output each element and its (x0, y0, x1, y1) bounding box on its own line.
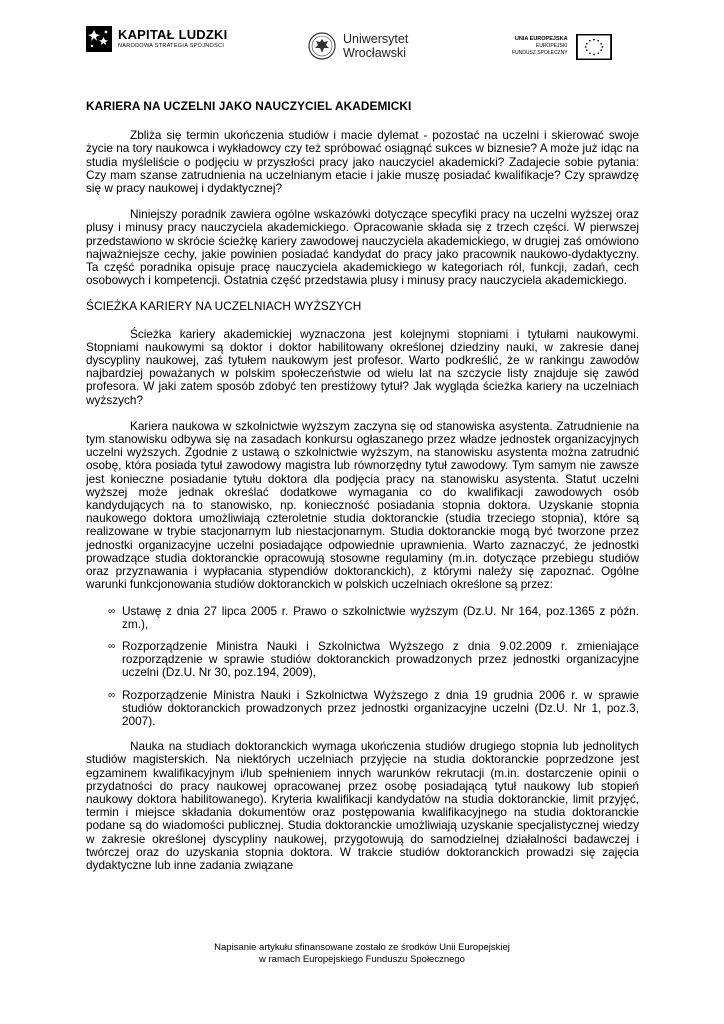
university-eagle-emblem-icon (308, 32, 336, 60)
regulations-list (86, 605, 639, 729)
list-item (86, 605, 639, 631)
article-body (86, 100, 639, 885)
list-item-text: Rozporządzenie Ministra Nauki i Szkolnictwa Wyższego z dnia 9.02.2009 r. zmieniające rozporządzenie w sprawie studiów doktoranckich prowadzonych przez jednostki organizacyjne uczelni (Dz.U. Nr 30, poz.194, 2009), (122, 638, 639, 680)
eu-flag-icon (576, 34, 612, 60)
eu-line2: EUROPEJSKI (535, 43, 568, 49)
article-title: KARIERA NA UCZELNI JAKO NAUCZYCIEL AKADEMICKI (86, 99, 412, 113)
footer-line1: Napisanie artykułu sfinansowane zostało ze środków Unii Europejskiej (214, 942, 510, 953)
list-item (86, 689, 639, 729)
infinity-bullet-icon: ∞ (108, 689, 116, 701)
page-header (0, 0, 724, 86)
eu-title: UNIA EUROPEJSKA (514, 36, 568, 42)
list-item-text: Ustawę z dnia 27 lipca 2005 r. Prawo o szkolnictwie wyższym (Dz.U. Nr 164, poz.1365 z późn. zm.), (122, 603, 639, 631)
section-paragraph-1: Ścieżka kariery akademickiej wyznaczona jest kolejnymi stopniami i tytułami naukowymi. Stopniami naukowymi są doktor i doktor habilitowany określonej dziedziny nauki, w zakresie danej dyscypliny naukowej, zaś tytułem naukowym jest profesor. Warto podkreślić, że w rankingu zawodów najbardziej poważanych w polskim społeczeństwie od wielu lat na szczycie listy znajduje się zawód profesora. W jaki zatem sposób zdobyć ten prestiżowy tytuł? Jak wygląda ścieżka kariery na uczelniach wyższych? (86, 326, 639, 407)
kapital-ludzki-logo (86, 26, 227, 52)
page-footer (0, 942, 724, 966)
university-name-line1: Uniwersytet (343, 32, 409, 46)
university-name-line2: Wrocławski (343, 46, 406, 60)
footer-line2: w ramach Europejskiego Funduszu Społecznego (259, 954, 465, 965)
intro-paragraph-1: Zbliża się termin ukończenia studiów i macie dylemat - pozostać na uczelni i skierować swoje życie na tory naukowca i wykładowcy czy też spróbować osiągnąć sukces w biznesie? A może już idąc na studia myśleliście o podjęciu w przyszłości pracy jako nauczyciel akademicki? Zadajecie sobie pytania: Czy mam szanse zatrudnienia na uczelnianym etacie i jakie muszę posiadać kwalifikacje? Czy sprawdzę się w pracy naukowej i dydaktycznej? (86, 128, 639, 196)
list-item (86, 640, 639, 680)
kapital-ludzki-title: KAPITAŁ LUDZKI (118, 27, 228, 42)
section-paragraph-2: Kariera naukowa w szkolnictwie wyższym zaczyna się od stanowiska asystenta. Zatrudnienie na tym stanowisku odbywa się na zasadach konkursu ogłaszanego przez władze jednostek organizacyjnych uczelni wyższych. Zgodnie z ustawą o szkolnictwie wyższym, na stanowisku asystenta można zatrudnić osobę, która posiada tytuł zawodowy magistra lub równorzędny tytuł zawodowy. Tym samym nie zawsze jest konieczne posiadanie tytułu doktora dla podjęcia pracy na stanowisku asystenta. Statut uczelni wyższej może jednak określać dodatkowe wymagania co do kwalifikacji zawodowych osób kandydujących na to stanowisko, np. konieczność posiadania stopnia doktora. Uzyskanie stopnia naukowego doktora umożliwiają czteroletnie studia doktoranckie (studia trzeciego stopnia), które są realizowane w trybie stacjonarnym lub niestacjonarnym. Studia doktoranckie mogą być tworzone przez jednostki organizacyjne uczelni posiadające odpowiednie uprawnienia. Warto zaznaczyć, że jednostki prowadzące studia doktoranckie opracowują stosowne regulaminy (m.in. dotyczące przebiegu studiów oraz przyznawania i wypłacania stypendiów doktoranckich), z którymi należy się zapoznać. Ogólne warunki funkcjonowania studiów doktoranckich w polskich uczelniach określone są przez: (86, 418, 639, 592)
kapital-ludzki-emblem-icon (86, 26, 112, 52)
university-logo (308, 32, 408, 60)
eu-line3: FUNDUSZ SPOŁECZNY (512, 50, 568, 56)
closing-paragraph: Nauka na studiach doktoranckich wymaga ukończenia studiów drugiego stopnia lub jednolitych studiów magisterskich. Na niektórych uczelniach przyjęcie na studia doktoranckie poprzedzone jest egzaminem kwalifikacyjnym i/lub spełnieniem innych warunków rekrutacji (m.in. dostarczenie opinii o przydatności do pracy naukowej opracowanej przez osobę posiadającą tytuł naukowy lub stopień naukowy doktora habilitowanego). Kryteria kwalifikacji kandydatów na studia doktoranckie, limit przyjęć, termin i miejsce składania dokumentów oraz postępowania kwalifikacyjnego na studia doktoranckie podane są do wiadomości publicznej. Studia doktoranckie umożliwiają uzyskanie specjalistycznej wiedzy w zakresie określonej dyscypliny naukowej, przygotowują do samodzielnej działalności badawczej i twórczej oraz do uzyskania stopnia doktora. W trakcie studiów doktoranckich prowadzi się zajęcia dydaktyczne lub inne zadania związane (86, 739, 639, 872)
infinity-bullet-icon: ∞ (108, 605, 116, 617)
infinity-bullet-icon: ∞ (108, 640, 116, 652)
list-item-text: Rozporządzenie Ministra Nauki i Szkolnictwa Wyższego z dnia 19 grudnia 2006 r. w sprawie studiów doktoranckich prowadzonych przez jednostki organizacyjne uczelni (Dz.U. Nr 1, poz.3, 2007). (122, 687, 639, 728)
intro-paragraph-2: Niniejszy poradnik zawiera ogólne wskazówki dotyczące specyfiki pracy na uczelni wyższej oraz plusy i minusy pracy nauczyciela akademickiego. Opracowanie składa się z trzech części. W pierwszej przedstawiono w skrócie ścieżkę kariery zawodowej nauczyciela akademickiego, w drugiej zaś omówiono najważniejsze cechy, jakie powinien posiadać kandydat do pracy jako pracownik naukowo-dydaktyczny. Ta część poradnika opisuje pracę nauczyciela akademickiego w kategoriach ról, funkcji, zadań, cech osobowych i kompetencji. Ostatnia część przedstawia plusy i minusy pracy nauczyciela akademickiego. (86, 207, 639, 288)
section-heading: ŚCIEŻKA KARIERY NA UCZELNIACH WYŻSZYCH (86, 299, 362, 314)
kapital-ludzki-subtitle: NARODOWA STRATEGIA SPÓJNOŚCI (118, 43, 225, 49)
eu-social-fund-logo (512, 34, 612, 60)
